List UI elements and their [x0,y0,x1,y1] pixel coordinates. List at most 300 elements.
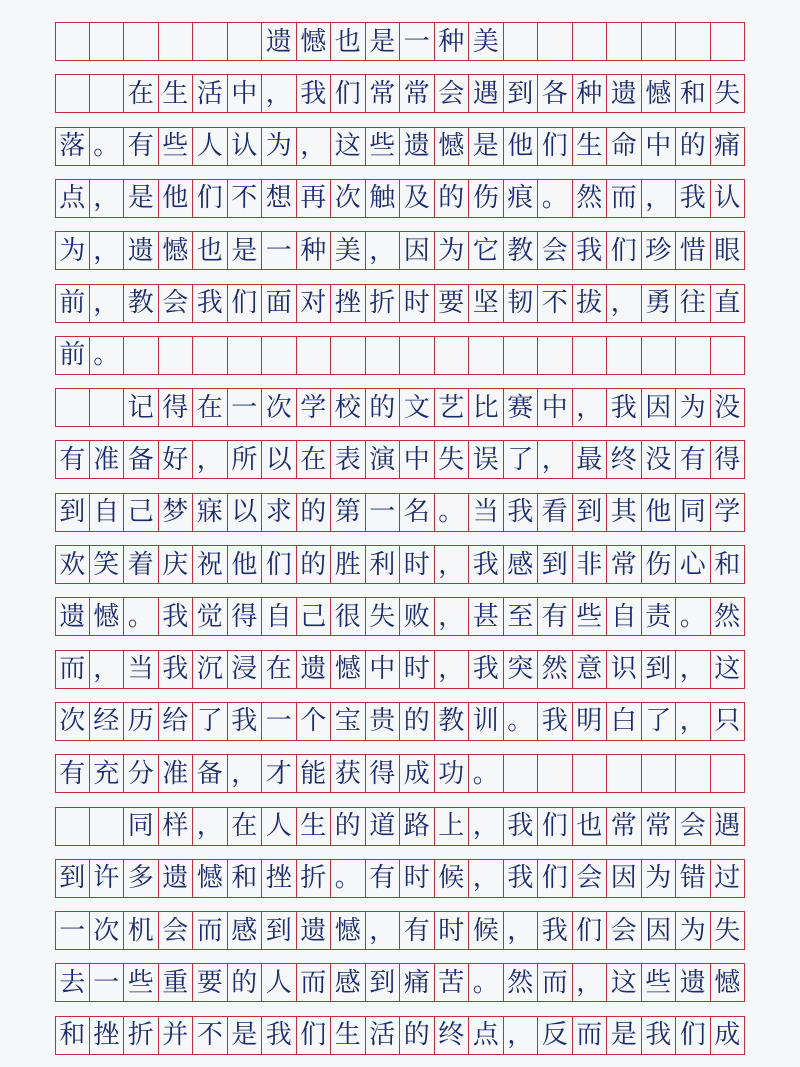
essay-char: 庆 [162,549,189,580]
grid-cell [711,232,746,269]
grid-cell [607,23,642,60]
grid-cell [124,441,159,478]
grid-cell [262,860,297,897]
grid-cell [711,23,746,60]
grid-cell [573,23,608,60]
essay-char: ， [265,78,292,109]
grid-cell [504,860,539,897]
grid-cell [711,441,746,478]
essay-char: 面 [265,288,292,318]
grid-cell [642,337,677,374]
grid-cell [573,755,608,792]
essay-grid-row [55,388,745,427]
essay-char: 时 [403,863,430,894]
essay-char: 因 [403,235,430,266]
title-char: 是 [369,26,396,57]
essay-char: ， [576,392,603,423]
grid-cell [435,546,470,583]
essay-char: 错 [679,863,706,894]
essay-char: 的 [403,706,430,737]
essay-char: 个 [300,706,327,737]
essay-char: 常 [610,549,637,580]
essay-char: 我 [507,811,534,841]
essay-char: 我 [300,78,327,109]
essay-char: 充 [93,758,120,789]
grid-cell [193,546,228,583]
essay-char: 了 [507,444,534,475]
essay-char: 中 [231,78,258,109]
essay-char: 折 [127,1020,154,1051]
grid-cell [607,651,642,688]
grid-cell [400,494,435,531]
essay-char: 前 [59,340,86,371]
essay-char: 分 [127,758,154,789]
essay-char: 活 [196,78,223,109]
essay-char: 人 [196,131,223,162]
essay-char: 们 [576,915,603,946]
grid-cell [538,703,573,740]
essay-char: 有 [59,758,86,789]
grid-cell [90,860,125,897]
grid-cell [90,23,125,60]
grid-cell [297,755,332,792]
essay-char: 在 [127,78,154,109]
grid-cell [90,494,125,531]
essay-char: ， [231,758,258,789]
grid-cell [124,285,159,322]
essay-char: 拔 [576,288,603,318]
essay-char: 非 [576,549,603,580]
essay-char: 是 [610,1020,637,1051]
essay-char: 准 [93,444,120,475]
grid-cell [193,703,228,740]
grid-cell [469,441,504,478]
grid-cell [676,860,711,897]
grid-cell [297,441,332,478]
essay-char: 遇 [714,811,741,841]
essay-char: 记 [127,392,154,423]
grid-cell [193,232,228,269]
essay-char: 历 [127,706,154,737]
grid-cell [228,651,263,688]
essay-char: 一 [265,706,292,737]
grid-cell [262,441,297,478]
grid-cell [711,964,746,1001]
grid-cell [504,1017,539,1054]
grid-cell [193,494,228,531]
essay-grid-row [55,284,745,323]
essay-char: 们 [231,288,258,318]
grid-cell [159,598,194,635]
grid-cell [538,441,573,478]
grid-cell [573,389,608,426]
essay-char: ， [438,601,465,632]
grid-cell [262,546,297,583]
grid-cell [504,285,539,322]
essay-char: 给 [162,706,189,737]
grid-cell [676,964,711,1001]
grid-cell [159,912,194,949]
grid-cell [400,964,435,1001]
grid-cell [573,75,608,112]
essay-char: 人 [265,967,292,998]
grid-cell [159,546,194,583]
essay-char: 得 [231,601,258,632]
grid-cell [297,232,332,269]
essay-char: 认 [714,183,741,214]
grid-cell [262,494,297,531]
essay-char: 己 [127,497,154,528]
essay-char: 我 [472,654,499,685]
essay-char: 遗 [127,235,154,266]
essay-char: ， [507,1020,534,1051]
grid-cell [90,912,125,949]
grid-cell [331,494,366,531]
grid-cell [400,912,435,949]
grid-cell [676,494,711,531]
grid-cell [193,389,228,426]
grid-cell [642,441,677,478]
grid-cell [193,598,228,635]
grid-cell [366,494,401,531]
grid-cell [435,860,470,897]
grid-cell [469,755,504,792]
grid-cell [573,860,608,897]
essay-char: 同 [127,811,154,841]
essay-char: 意 [576,654,603,685]
grid-cell [469,128,504,165]
essay-char: 会 [610,915,637,946]
grid-cell [228,75,263,112]
essay-char: 伤 [645,549,672,580]
essay-char: 沉 [196,654,223,685]
essay-grid-row [55,963,745,1002]
essay-char: 遗 [679,967,706,998]
essay-char: 中 [403,444,430,475]
grid-cell [228,912,263,949]
grid-cell [159,128,194,165]
grid-cell [573,598,608,635]
grid-cell [90,651,125,688]
grid-cell [607,546,642,583]
grid-cell [676,337,711,374]
grid-cell [711,755,746,792]
essay-char: 失 [714,915,741,946]
grid-cell [124,494,159,531]
grid-cell [711,285,746,322]
grid-cell [676,128,711,165]
essay-char: 到 [645,654,672,685]
grid-cell [435,755,470,792]
grid-cell [193,964,228,1001]
essay-char: 们 [610,235,637,266]
grid-cell [642,285,677,322]
essay-char: 是 [231,235,258,266]
essay-char: 当 [127,654,154,685]
grid-cell [504,546,539,583]
grid-cell [469,1017,504,1054]
essay-char: 同 [679,497,706,528]
grid-cell [642,912,677,949]
grid-cell [504,180,539,217]
grid-cell [262,389,297,426]
grid-cell [228,232,263,269]
essay-char: 会 [162,288,189,318]
grid-cell [711,75,746,112]
grid-cell [228,494,263,531]
essay-char: 次 [265,392,292,423]
grid-cell [262,964,297,1001]
grid-cell [262,912,297,949]
grid-cell [228,703,263,740]
grid-cell [366,389,401,426]
grid-cell [469,337,504,374]
grid-cell [435,808,470,845]
essay-char: 我 [231,706,258,737]
grid-cell [504,23,539,60]
essay-char: 在 [300,444,327,475]
essay-char: 经 [93,706,120,737]
grid-cell [55,337,90,374]
essay-char: 时 [438,915,465,946]
grid-cell [676,1017,711,1054]
essay-char: 演 [369,444,396,475]
essay-char: 他 [162,183,189,214]
grid-cell [331,23,366,60]
essay-char: 为 [59,235,86,266]
grid-cell [676,75,711,112]
grid-cell [228,1017,263,1054]
grid-cell [159,180,194,217]
grid-cell [607,912,642,949]
grid-cell [331,75,366,112]
essay-char: 次 [334,183,361,214]
essay-char: ， [645,183,672,214]
grid-cell [159,232,194,269]
essay-char: 好 [162,444,189,475]
essay-char: 教 [507,235,534,266]
essay-char: 们 [541,863,568,894]
essay-char: 些 [162,131,189,162]
essay-char: 这 [610,967,637,998]
essay-char: ， [196,444,223,475]
essay-char: 一 [369,497,396,528]
grid-cell [607,964,642,1001]
grid-cell [331,128,366,165]
grid-cell [400,180,435,217]
grid-cell [504,598,539,635]
essay-char: 。 [472,758,499,789]
grid-cell [676,703,711,740]
grid-cell [435,441,470,478]
grid-cell [193,23,228,60]
grid-cell [573,494,608,531]
grid-cell [435,180,470,217]
grid-cell [90,808,125,845]
grid-cell [331,337,366,374]
grid-cell [642,494,677,531]
essay-char: 憾 [645,78,672,109]
grid-cell [538,964,573,1001]
essay-char: 自 [265,601,292,632]
essay-char: 次 [59,706,86,737]
essay-char: 人 [265,811,292,841]
essay-char: 候 [438,863,465,894]
grid-cell [538,651,573,688]
grid-cell [573,546,608,583]
essay-char: 得 [162,392,189,423]
essay-char: 憾 [714,967,741,998]
grid-cell [504,703,539,740]
grid-cell [435,75,470,112]
grid-cell [159,389,194,426]
essay-char: 我 [576,235,603,266]
grid-cell [400,128,435,165]
essay-char: 在 [231,811,258,841]
essay-char: 多 [127,863,154,894]
grid-cell [676,441,711,478]
grid-cell [607,75,642,112]
essay-grid-row [55,597,745,636]
grid-cell [262,232,297,269]
grid-cell [297,546,332,583]
grid-cell [228,389,263,426]
essay-char: 想 [265,183,292,214]
essay-char: 败 [403,601,430,632]
essay-char: 得 [369,758,396,789]
essay-char: 直 [714,288,741,318]
grid-cell [435,964,470,1001]
grid-cell [435,389,470,426]
essay-char: 机 [127,915,154,946]
grid-cell [642,180,677,217]
essay-char: 。 [93,340,120,371]
grid-cell [607,598,642,635]
essay-char: 憾 [196,863,223,894]
essay-char: 觉 [196,601,223,632]
grid-cell [676,285,711,322]
essay-char: 会 [679,811,706,841]
essay-char: 珍 [645,235,672,266]
essay-char: 和 [231,863,258,894]
grid-cell [90,703,125,740]
essay-char: 和 [59,1020,86,1051]
essay-char: ， [472,811,499,841]
essay-char: 有 [59,444,86,475]
grid-cell [711,1017,746,1054]
grid-cell [642,389,677,426]
essay-grid-row [55,127,745,166]
grid-cell [124,337,159,374]
essay-char: 的 [438,183,465,214]
grid-cell [366,703,401,740]
essay-char: 我 [541,915,568,946]
grid-cell [504,651,539,688]
grid-cell [228,860,263,897]
essay-char: 训 [472,706,499,737]
essay-char: 得 [714,444,741,475]
essay-char: 我 [162,601,189,632]
grid-cell [193,441,228,478]
grid-cell [331,860,366,897]
grid-cell [435,337,470,374]
essay-char: 为 [679,915,706,946]
grid-cell [55,808,90,845]
essay-grid-row [55,911,745,950]
essay-char: 不 [541,288,568,318]
essay-char: 次 [93,915,120,946]
essay-char: 们 [196,183,223,214]
essay-char: 挫 [93,1020,120,1051]
grid-cell [676,808,711,845]
grid-cell [676,23,711,60]
grid-cell [642,23,677,60]
essay-char: 时 [403,654,430,685]
essay-char: 生 [576,131,603,162]
grid-cell [642,703,677,740]
essay-char: 获 [334,758,361,789]
grid-cell [573,441,608,478]
grid-cell [366,75,401,112]
essay-char: 了 [645,706,672,737]
essay-char: 没 [714,392,741,423]
grid-cell [193,651,228,688]
grid-cell [504,441,539,478]
essay-char: 我 [507,497,534,528]
grid-cell [400,23,435,60]
essay-char: ， [541,444,568,475]
essay-char: 憾 [162,235,189,266]
essay-char: 到 [576,497,603,528]
grid-cell [573,1017,608,1054]
essay-char: 是 [231,1020,258,1051]
grid-cell [159,651,194,688]
essay-char: 中 [541,392,568,423]
essay-char: 有 [403,915,430,946]
grid-cell [538,128,573,165]
essay-char: 成 [403,758,430,789]
grid-cell [538,808,573,845]
essay-char: 学 [300,392,327,423]
essay-char: 道 [369,811,396,841]
grid-cell [469,389,504,426]
grid-cell [676,651,711,688]
grid-cell [262,128,297,165]
grid-cell [159,494,194,531]
grid-cell [676,180,711,217]
grid-cell [538,860,573,897]
essay-char: 反 [541,1020,568,1051]
essay-char: 往 [679,288,706,318]
essay-char: 一 [231,392,258,423]
grid-cell [90,180,125,217]
grid-cell [366,441,401,478]
grid-cell [642,964,677,1001]
grid-cell [262,755,297,792]
grid-cell [55,703,90,740]
essay-char: 些 [645,967,672,998]
grid-cell [366,128,401,165]
essay-char: 而 [59,654,86,685]
grid-cell [711,180,746,217]
grid-cell [331,232,366,269]
essay-char: 祝 [196,549,223,580]
essay-char: 当 [472,497,499,528]
essay-char: 生 [300,811,327,841]
grid-cell [573,651,608,688]
essay-char: 心 [679,549,706,580]
grid-cell [435,651,470,688]
